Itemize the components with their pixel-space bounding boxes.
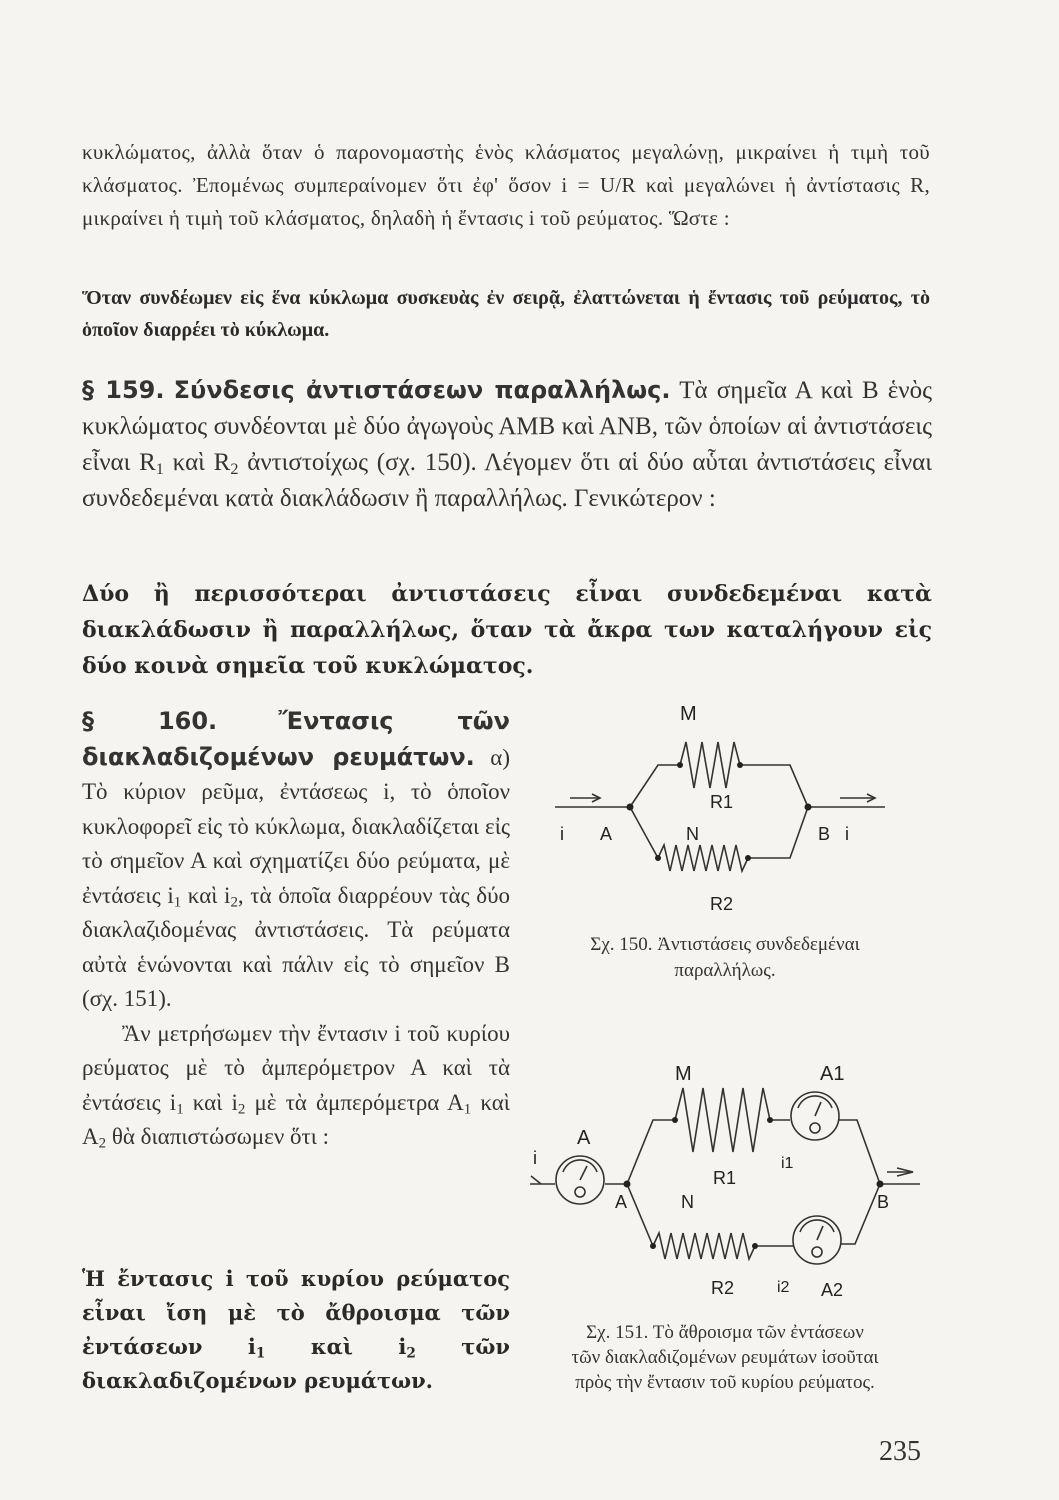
section-160-p1-b: καὶ i: [181, 882, 231, 908]
top-paragraph: κυκλώματος, ἀλλὰ ὅταν ὁ παρονομαστὴς ἑνὸς κλάσματος μεγαλώνῃ, μικραίνει ἡ τιμὴ τοῦ κλάσματος. Ἐπομένως συμπεραίνομεν ὅτι ἐφ' ὅσον i = U/R καὶ μεγαλώνει ἡ ἀντίστασις R, μικραίνει ἡ τιμὴ τοῦ κλάσματος, δηλαδὴ ἡ ἔντασις i τοῦ ρεύματος. Ὥστε :: [82, 140, 930, 230]
subscript: 2: [98, 1135, 107, 1152]
sum-rule-b: καὶ i: [265, 1334, 407, 1359]
fig150-label-i-left: i: [560, 824, 564, 844]
fig150-label-r2: R2: [710, 894, 734, 914]
section-159-text-a: Τὰ σημεῖα Α καὶ Β ἑνὸς κυκλώματος συνδέονται μὲ δύο ἀγωγοὺς ΑΜΒ καὶ ΑΝΒ, τῶν ὁποίων αἱ ἀντιστάσεις εἶναι R: [82, 377, 932, 476]
subscript: 1: [155, 460, 164, 479]
subscript: 1: [255, 1345, 266, 1362]
caption-line: παραλλήλως.: [674, 960, 776, 981]
subscript: 2: [237, 1101, 246, 1118]
fig151-label-b: B: [877, 1192, 890, 1212]
section-159-text-c: ἀντιστοίχως (σχ. 150). Λέγομεν ὅτι αἱ δύο αὗται ἀντιστάσεις εἶναι συνδεδεμέναι κατὰ διακλάδωσιν ἢ παραλλήλως. Γενικώτερον :: [82, 449, 932, 512]
section-160-p2-a: Ἂν μετρήσωμεν τὴν ἔντασιν i τοῦ κυρίου ρεύματος μὲ τὸ ἀμπερόμετρον Α καὶ τὰ ἐντάσεις i: [82, 1020, 510, 1115]
fig150-label-r1: R1: [710, 792, 734, 812]
fig151-label-i: i: [533, 1148, 537, 1168]
caption-line: πρὸς τὴν ἔντασιν τοῦ κυρίου ρεύματος.: [575, 1372, 875, 1393]
section-160-p1-c: , τὰ ὁποῖα διαρρέουν τὰς δύο διακλαζιδομένας ἀντιστάσεις. Τὰ ρεύματα αὐτὰ ἑνώνονται καὶ πάλιν εἰς τὸ σημεῖον Β (σχ. 151).: [82, 882, 511, 1011]
section-160: [82, 704, 510, 1155]
figure-150-caption: [520, 932, 930, 984]
caption-line: Σχ. 151. Τὸ ἄθροισμα τῶν ἐντάσεων: [586, 1322, 864, 1343]
subscript: 1: [173, 894, 182, 911]
subscript: 2: [230, 894, 238, 911]
section-159: [82, 372, 932, 517]
section-160-p2-e: θὰ διαπιστώσωμεν ὅτι :: [106, 1124, 330, 1149]
section-159-title: Σύνδεσις ἀντιστάσεων παραλλήλως.: [173, 376, 671, 404]
sum-rule-a: Ἡ ἔντασις i τοῦ κυρίου ρεύματος εἶναι ἴση μὲ τὸ ἄθροισμα τῶν ἐντάσεων i: [82, 1266, 510, 1359]
figure-151-diagram: [525, 1058, 925, 1308]
section-159-text-b: καὶ R: [163, 449, 231, 476]
section-160-p1-a: α) Τὸ κύριον ρεῦμα, ἐντάσεως i, τὸ ὁποῖον κυκλοφορεῖ εἰς τὸ κύκλωμα, διακλαδίζεται εἰς τὸ σημεῖον Α καὶ σχηματίζει δύο ρεύματα, μὲ ἐντάσεις i: [82, 744, 510, 908]
fig150-label-a: A: [600, 824, 613, 844]
fig151-label-m: M: [675, 1063, 692, 1085]
fig151-label-n: N: [681, 1192, 694, 1212]
section-160-p2-d: καὶ Α: [82, 1089, 510, 1149]
caption-line: τῶν διακλαδιζομένων ρευμάτων ἰσοῦται: [571, 1347, 879, 1368]
fig151-label-a2: A2: [821, 1280, 844, 1300]
parallel-rule: Δύο ἢ περισσότεραι ἀντιστάσεις εἶναι συνδεδεμέναι κατὰ διακλάδωσιν ἢ παραλλήλως, ὅταν τὰ ἄκρα των καταλήγουν εἰς δύο κοινὰ σημεῖα τοῦ κυκλώματος.: [82, 581, 932, 679]
section-160-title: Ἔντασις τῶν διακλαδιζομένων ρευμάτων.: [82, 707, 511, 771]
fig150-label-b: B: [818, 824, 831, 844]
fig150-label-n: N: [686, 824, 699, 844]
figure-150-diagram: [540, 690, 900, 920]
fig150-label-m: M: [680, 703, 697, 725]
subscript: 2: [406, 1345, 416, 1362]
series-rule: Ὅταν συνδέωμεν εἰς ἕνα κύκλωμα συσκευὰς ἐν σειρᾷ, ἐλαττώνεται ἡ ἔντασις τοῦ ρεύματος, τὸ ὁποῖον διαρρέει τὸ κύκλωμα.: [82, 287, 930, 341]
sum-rule-c: τῶν διακλαδιζομένων ρευμάτων.: [82, 1334, 510, 1393]
section-159-number: § 159.: [82, 376, 165, 404]
fig151-label-a: A: [577, 1127, 591, 1149]
section-160-p2-c: μὲ τὰ ἀμπερόμετρα Α: [245, 1089, 464, 1115]
section-160-number: § 160.: [82, 707, 218, 735]
subscript: 1: [176, 1101, 184, 1118]
fig151-label-i1: i1: [781, 1155, 794, 1172]
figure-151-caption: [515, 1320, 935, 1395]
fig151-label-a-node: A: [615, 1192, 628, 1212]
fig151-label-r2: R2: [711, 1278, 735, 1298]
caption-line: Σχ. 150. Ἀντιστάσεις συνδεδεμέναι: [590, 934, 860, 955]
fig151-label-r1: R1: [713, 1168, 737, 1188]
fig150-label-i-right: i: [845, 824, 849, 844]
section-160-p2-b: καὶ i: [183, 1089, 238, 1115]
fig151-label-a1: A1: [820, 1063, 845, 1085]
subscript: 2: [230, 460, 239, 479]
subscript: 1: [463, 1101, 472, 1118]
page-number: 235: [879, 1436, 921, 1467]
sum-rule: [82, 1262, 510, 1398]
fig151-label-i2: i2: [777, 1279, 790, 1296]
